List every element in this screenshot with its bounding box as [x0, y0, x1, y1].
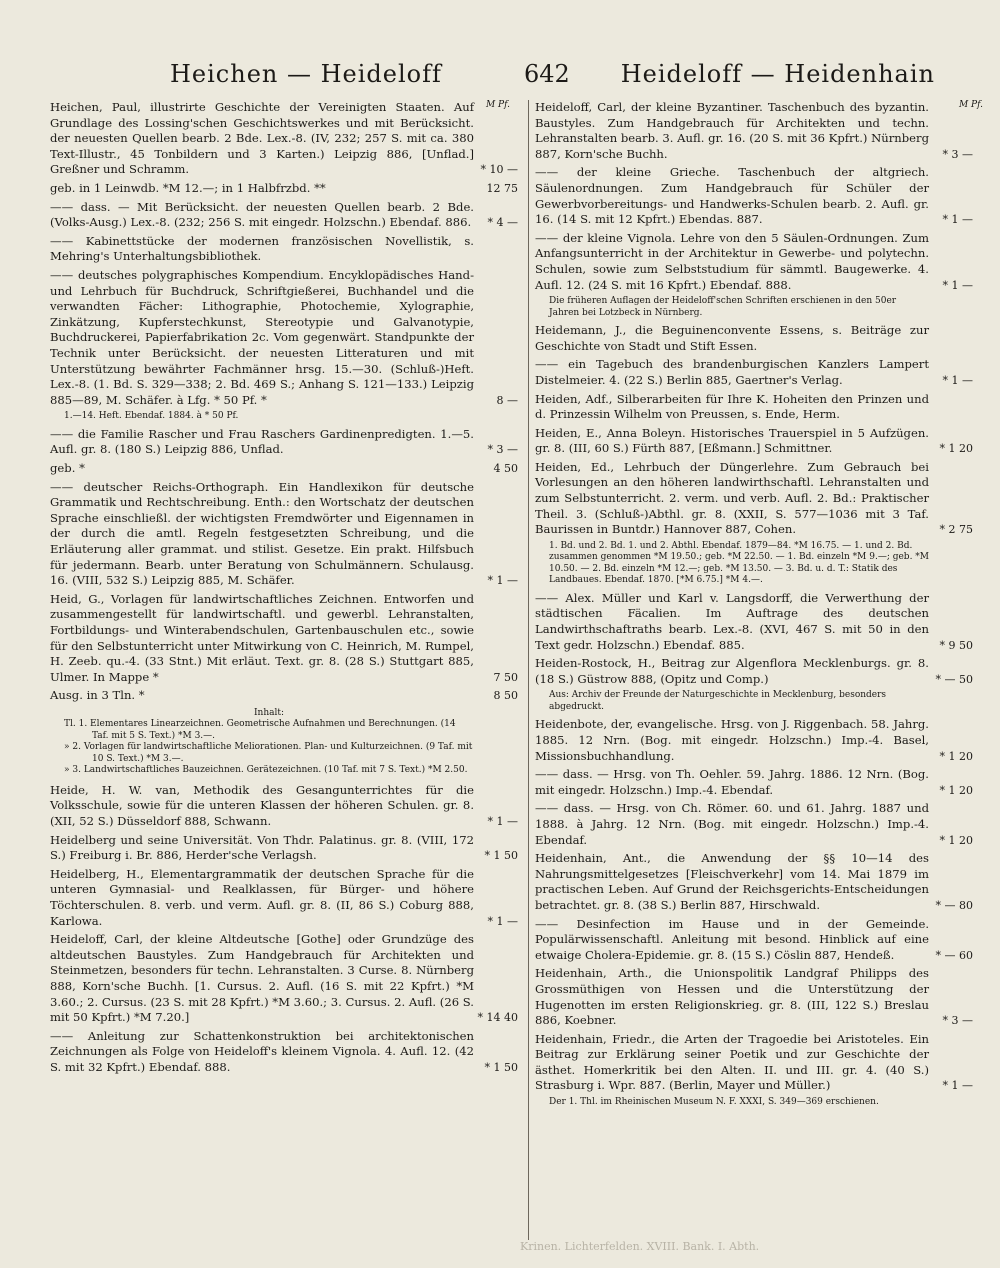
catalog-entry [535, 231, 973, 293]
entry-price: * 1 — [942, 1079, 973, 1093]
bleed-through-text: Krinen. Lichterfelden. XVIII. Bank. I. Abth. [520, 1240, 760, 1253]
entry-text: Heidenhain, Ant., die Anwendung der §§ 10—14 des Nahrungsmittelgesetzes [Fleischverkehr] vom 14. Mai 1879 im practischen Leben. Auf Grund der Reichsgerichts-Entscheidungen betrachtet. gr. 8. (38 S.) Berlin 887, Hirschwald. [535, 851, 929, 912]
entry-price: * 1 20 [939, 749, 973, 763]
catalog-entry [50, 200, 518, 231]
entry-text: Heidenhain, Arth., die Unionspolitik Landgraf Philipps des Grossmüthigen von Hessen und die Unterstützung der Hugenotten im ersten Religionskrieg. gr. 8. (III, 122 S.) Breslau 886, Koebner. [535, 966, 929, 1028]
entry-text: —— Anleitung zur Schattenkonstruktion bei architektonischen Zeichnungen als Folge von Heideloff's kleinem Vignola. 4. Aufl. 12. (42 S. mit 32 Kpfrt.) Ebendaf. 888. [50, 1028, 474, 1074]
catalog-entry [50, 867, 518, 929]
entry-text: —— ein Tagebuch des brandenburgischen Kanzlers Lampert Distelmeier. 4. (22 S.) Berlin 885, Gaertner's Verlag. [535, 357, 929, 387]
entry-text: —— dass. — Hrsg. von Ch. Römer. 60. und 61. Jahrg. 1887 und 1888. à Jahrg. 12 Nrn. (Bog. mit eingedr. Holzschn.) Imp.-4. Ebendaf. [535, 801, 929, 847]
catalog-entry [50, 427, 518, 458]
entry-price: * 3 — [487, 443, 518, 457]
entry-note: 1.—14. Heft. Ebendaf. 1884. à * 50 Pf. [64, 411, 239, 422]
entry-price: * 3 — [942, 1014, 973, 1028]
currency-unit-label-right: M Pf. [958, 100, 983, 110]
entry-text: geb. in 1 Leinwdb. *M 12.—; in 1 Halbfrzbd. ** [50, 180, 326, 195]
entry-text: Heiden, Adf., Silberarbeiten für Ihre K. Hoheiten den Prinzen und d. Prinzessin Wilhelm von Preussen, s. Ende, Herm. [535, 391, 929, 422]
entry-text: Heichen, Paul, illustrirte Geschichte der Vereinigten Staaten. Auf Grundlage des Lossing'schen Geschichtswerkes und mit Berücksicht. der neuesten Quellen bearb. 2 Bde. Lex.-8. (IV, 232; 257 S. mit ca. 380 Text-Illustr., 45 Tonbildern und 3 Karten.) Leipzig 886, [Unflad.] Greßner und Schramm. [50, 100, 474, 177]
entry-text: —— die Familie Rascher und Frau Raschers Gardinenpredigten. 1.—5. Aufl. gr. 8. (180 S.) Leipzig 886, Unflad. [50, 426, 474, 457]
entry-text: —— deutsches polygraphisches Kompendium. Encyklopädisches Hand- und Lehrbuch für Buchdruck, Schriftgießerei, Buchhandel und die verwandten Fächer: Lithographie, Photochemie, Xylographie, Zinkätzung, Kupferstechkunst, Stereotypie und Galvanotypie, Buchdruckerei, Papierfabrikation 2c. Vom gegenwärt. Standpunkte der Technik unter Berücksicht. der neuesten Litteraturen und mit Unterstützung bewährter Fachmänner hrsg. 15.—30. (Schluß-)Heft. Lex.-8. (1. Bd. S. 329—338; 2. Bd. 469 S.; Anhang S. 121—133.) Leipzig 885—89, M. Schäfer. à Lfg. * 50 Pf. * [50, 267, 474, 407]
entry-price: * 1 — [942, 278, 973, 292]
catalog-entry [50, 480, 518, 589]
catalog-entry [50, 1029, 518, 1076]
entry-text: Ausg. in 3 Tln. * [50, 688, 145, 703]
entry-text: Heideloff, Carl, der kleine Byzantiner. Taschenbuch des byzantin. Baustyles. Zum Handgebrauch für Architekten und techn. Lehranstalten bearb. 3. Aufl. gr. 16. (20 S. mit 36 Kpfrt.) Nürnberg 887, Korn'sche Buchh. [535, 100, 929, 161]
catalog-entry [535, 656, 973, 687]
catalog-entry [535, 426, 973, 457]
entry-text: —— Desinfection im Hause und in der Gemeinde. Populärwissenschaftl. Anleitung mit besond. Hinblick auf eine etwaige Cholera-Epidemie. gr. 8. (15 S.) Cöslin 887, Hendeß. [535, 916, 929, 962]
entry-text: Heidelberg und seine Universität. Von Thdr. Palatinus. gr. 8. (VIII, 172 S.) Freiburg i. Br. 886, Herder'sche Verlagsh. [50, 832, 474, 863]
inhalt-item: Tl. 1. Elementares Linearzeichnen. Geometrische Aufnahmen und Berechnungen. (14 Taf. mit 5 S. Text.) *M 3.—. [64, 719, 456, 741]
entry-text: Heideloff, Carl, der kleine Altdeutsche [Gothe] oder Grundzüge des altdeutschen Baustyles. Zum Handgebrauch für Architekten und Steinmetzen, besonders für techn. Lehranstalten. 3 Curse. 8. Nürnberg 888, Korn'sche Buchh. [1. Cursus. 2. Aufl. (16 S. mit 22 Kpfrt.) *M 3.60.; 2. Cursus. (23 S. mit 28 Kpfrt.) *M 3.60.; 3. Cursus. 2. Aufl. (26 S. mit 50 Kpfrt.) *M 7.20.] [50, 932, 474, 1025]
inhalt-item: » 2. Vorlagen für landwirtschaftliche Meliorationen. Plan- und Kulturzeichnen. (9 Taf. mit 10 S. Text.) *M 3.—. [64, 742, 473, 764]
entry-text: —— deutscher Reichs-Orthograph. Ein Handlexikon für deutsche Grammatik und Rechtschreibung. Enth.: den Wortschatz der deutschen Sprache einschließl. der wichtigsten Fremdwörter und Eigennamen in der durch die amtl. Regeln festgesetzten Schreibung, und die Erläuterung aller grammat. und stilist. Gesetze. Ein prakt. Hilfsbuch für jedermann. Bearb. unter Beratung von Schulmännern. Schulausg. 16. (VIII, 532 S.) Leipzig 885, M. Schäfer. [50, 479, 474, 588]
catalog-entry [535, 100, 973, 162]
catalog-entry [50, 592, 518, 686]
catalog-entry [535, 392, 973, 423]
left-column [50, 100, 518, 1240]
entry-note: Aus: Archiv der Freunde der Naturgeschichte in Mecklenburg, besonders abgedruckt. [549, 690, 887, 712]
catalog-entry [50, 688, 518, 704]
entry-text: —— der kleine Vignola. Lehre von den 5 Säulen-Ordnungen. Zum Anfangsunterricht in der Architektur in Gewerbe- und polytechn. Schulen, sowie zum Selbststudium für sämmtl. Baugewerke. 4. Aufl. 12. (24 S. mit 16 Kpfrt.) Ebendaf. 888. [535, 230, 929, 292]
entry-price: * — 60 [935, 948, 973, 962]
catalog-entry [50, 268, 518, 408]
entry-price: 4 50 [493, 461, 518, 475]
entry-text: Heidemann, J., die Beguinenconvente Essens, s. Beiträge zur Geschichte von Stadt und Stift Essen. [535, 323, 929, 353]
entry-price: * 10 — [480, 163, 518, 177]
catalog-entry [50, 461, 518, 477]
catalog-entry [50, 234, 518, 265]
catalog-entry [535, 357, 973, 388]
entry-text: geb. * [50, 460, 85, 475]
entry-text: —— dass. — Mit Berücksicht. der neuesten Quellen bearb. 2 Bde. (Volks-Ausg.) Lex.-8. (232; 256 S. mit eingedr. Holzschn.) Ebendaf. 886. [50, 199, 474, 230]
header-right-title: Heideloff — Heidenhain [620, 60, 935, 88]
entry-price: * 1 — [942, 213, 973, 227]
catalog-entry [50, 100, 518, 178]
right-column [528, 100, 983, 1240]
catalog-entry [50, 833, 518, 864]
entry-price: * 14 40 [477, 1011, 518, 1025]
entry-text: —— Alex. Müller und Karl v. Langsdorff, die Verwerthung der städtischen Fäcalien. Im Auftrage des deutschen Landwirthschaftraths bearb. Lex.-8. (XVI, 467 S. mit 50 in den Text gedr. Holzschn.) Ebendaf. 885. [535, 590, 929, 652]
catalog-entry [535, 1032, 973, 1094]
entry-price: 8 — [496, 393, 518, 407]
page-number: 642 [524, 60, 570, 88]
entry-text: —— der kleine Grieche. Taschenbuch der altgriech. Säulenordnungen. Zum Handgebrauch für Schüler der Gewerbvorbereitungs- und Handwerks-Schulen bearb. 2. Aufl. gr. 16. (14 S. mit 12 Kpfrt.) Ebendas. 887. [535, 165, 929, 227]
catalog-entry [535, 966, 973, 1028]
entry-note: 1. Bd. und 2. Bd. 1. und 2. Abthl. Ebendaf. 1879—84. *M 16.75. — 1. und 2. Bd. zusammen genommen *M 19.50.; geb. *M 22.50. — 1. Bd. einzeln *M 9.—; geb. *M 10.50. — 2. Bd. einzeln *M 12.—; geb. *M 13.50. — 3. Bd. u. d. T.: Statik des Landbaues. Ebendaf. 1870. [*M 6.75.] *M 4.—. [549, 540, 930, 586]
entry-text: Heid, G., Vorlagen für landwirtschaftliches Zeichnen. Entworfen und zusammengestellt für landwirtschaftl. und gewerbl. Lehranstalten, Fortbildungs- und Winterabendschulen, Gartenbauschulen etc., sowie für den Selbstunterricht unter Mitwirkung von C. Heinrich, M. Rumpel, H. Zeeb. qu.-4. (33 Stnt.) Mit erläut. Text. gr. 8. (28 S.) Stuttgart 885, Ulmer. In Mappe * [50, 591, 474, 684]
inhalt-list [64, 708, 518, 777]
catalog-entry [535, 717, 973, 764]
entry-price: * 1 50 [484, 1060, 518, 1074]
entry-price: * 3 — [942, 147, 973, 161]
entry-price: * 1 — [487, 574, 518, 588]
catalog-entry [535, 165, 973, 227]
catalog-entry [535, 323, 973, 354]
inhalt-item: » 3. Landwirtschaftliches Bauzeichnen. Gerätezeichnen. (10 Taf. mit 7 S. Text.) *M 2.50. [64, 765, 468, 776]
entry-text: Heidenhain, Friedr., die Arten der Tragoedie bei Aristoteles. Ein Beitrag zur Erklärung seiner Poetik und zur Geschichte der ästhet. Homerkritik bei den Alten. II. und III. gr. 4. (40 S.) Strasburg i. Wpr. 887. (Berlin, Mayer und Müller.) [535, 1031, 929, 1093]
catalog-entry [50, 783, 518, 830]
entry-text: —— Kabinettstücke der modernen französischen Novellistik, s. Mehring's Unterhaltungsbibliothek. [50, 233, 474, 264]
catalog-entry [535, 767, 973, 798]
entry-price: * 2 75 [939, 523, 973, 537]
entry-price: 7 50 [493, 670, 518, 684]
entry-text: Heide, H. W. van, Methodik des Gesangunterrichtes für die Volksschule, sowie für die unteren Klassen der höheren Schulen. gr. 8. (XII, 52 S.) Düsseldorf 888, Schwann. [50, 782, 474, 829]
entry-price: * 4 — [487, 216, 518, 230]
inhalt-title: Inhalt: [253, 707, 285, 718]
entry-price: 12 75 [486, 181, 518, 195]
entry-price: * 1 — [487, 914, 518, 928]
catalog-entry [535, 917, 973, 964]
currency-unit-label: M Pf. [485, 100, 510, 110]
catalog-entry [50, 181, 518, 197]
entry-note: Die früheren Auflagen der Heideloff'schen Schriften erschienen in den 50er Jahren bei Lotzbeck in Nürnberg. [549, 296, 897, 318]
entry-text: Heiden, E., Anna Boleyn. Historisches Trauerspiel in 5 Aufzügen. gr. 8. (III, 60 S.) Fürth 887, [Eßmann.] Schmittner. [535, 425, 929, 456]
catalog-entry [50, 932, 518, 1026]
entry-price: * — 50 [935, 672, 973, 686]
entry-text: —— dass. — Hrsg. von Th. Oehler. 59. Jahrg. 1886. 12 Nrn. (Bog. mit eingedr. Holzschn.) Imp.-4. Ebendaf. [535, 767, 929, 797]
catalog-entry [535, 851, 973, 913]
entry-note: Der 1. Thl. im Rheinischen Museum N. F. XXXI, S. 349—369 erschienen. [549, 1097, 879, 1108]
catalog-entry [535, 460, 973, 538]
entry-price: * 1 — [487, 815, 518, 829]
entry-price: * — 80 [935, 898, 973, 912]
entry-text: Heidenbote, der, evangelische. Hrsg. von J. Riggenbach. 58. Jahrg. 1885. 12 Nrn. (Bog. mit eingedr. Holzschn.) Imp.-4. Basel, Missionsbuchhandlung. [535, 717, 929, 763]
entry-price: * 1 20 [939, 833, 973, 847]
page-header [40, 60, 960, 94]
catalog-entry [535, 591, 973, 653]
entry-price: * 9 50 [939, 638, 973, 652]
entry-text: Heiden-Rostock, H., Beitrag zur Algenflora Mecklenburgs. gr. 8. (18 S.) Güstrow 888, (Opitz und Comp.) [535, 656, 929, 686]
entry-price: * 1 50 [484, 849, 518, 863]
entry-text: Heidelberg, H., Elementargrammatik der deutschen Sprache für die unteren Gymnasial- und Realklassen, für Bürger- und höhere Töchterschulen. 8. verb. und verm. Aufl. gr. 8. (II, 86 S.) Coburg 888, Karlowa. [50, 866, 474, 928]
entry-price: 8 50 [493, 689, 518, 703]
entry-text: Heiden, Ed., Lehrbuch der Düngerlehre. Zum Gebrauch bei Vorlesungen an den höheren landwirthschaftl. Lehranstalten und zum Selbstunterricht. 2. verm. und verb. Aufl. 2. Bd.: Praktischer Theil. 3. (Schluß-)Abthl. gr. 8. (XXII, S. 577—1036 mit 3 Taf. Baurissen in Buntdr.) Hannover 887, Cohen. [535, 459, 929, 537]
catalog-entry [535, 801, 973, 848]
entry-price: * 1 20 [939, 783, 973, 797]
entry-price: * 1 20 [939, 442, 973, 456]
header-left-title: Heichen — Heideloff [170, 60, 442, 88]
entry-price: * 1 — [942, 373, 973, 387]
